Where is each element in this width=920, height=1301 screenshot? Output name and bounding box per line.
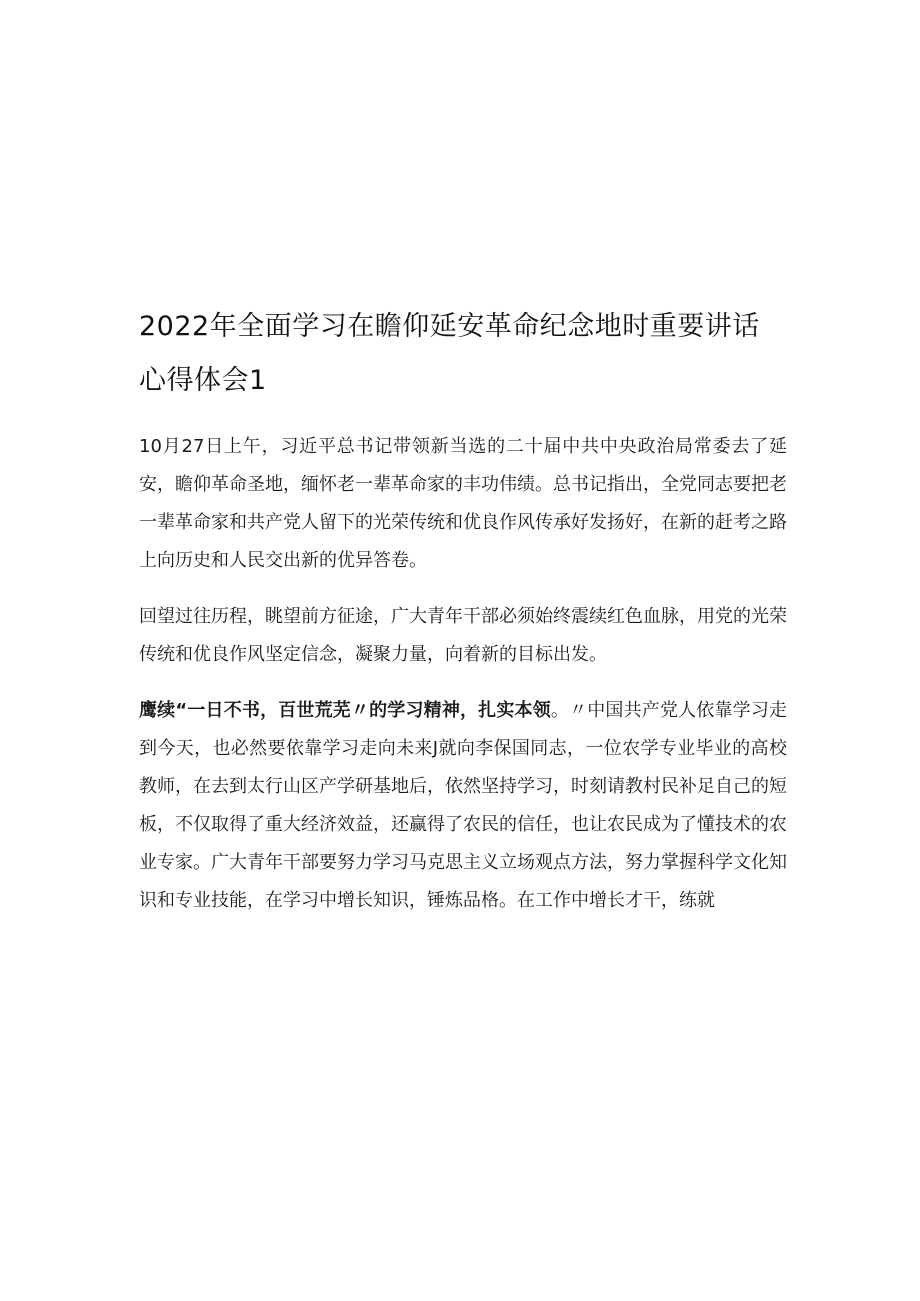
document-title: 2022年全面学习在瞻仰延安革命纪念地时重要讲话心得体会1 (139, 311, 760, 396)
paragraph-3 (139, 692, 787, 920)
document-content (139, 300, 787, 938)
paragraph-2: 回望过往历程，眺望前方征途，广大青年干部必须始终震续红色血脉，用党的光荣传统和优良作风坚定信念，凝聚力量，向着新的目标出发。 (139, 606, 787, 665)
paragraph-3-lead: 鹰续“一日不书，百世荒芜〃的学习精神，扎实本领 (139, 700, 551, 721)
paragraph-3-body: 。〃中国共产党人依靠学习走到今天，也必然要依靠学习走向未来J就向李保国同志，一位农学专业毕业的高校教师，在去到太行山区产学研基地后，依然坚持学习，时刻请教村民补足自己的短板，不仅取得了重大经济效益，还赢得了农民的信任，也让农民成为了懂技术的农业专家。广大青年干部要努力学习马克思主义立场观点方法，努力掌握科学文化知识和专业技能，在学习中增长知识，锤炼品格。在工作中增长才干，练就 (139, 700, 788, 911)
paragraph-1: 10月27日上午，习近平总书记带领新当选的二十届中共中央政治局常委去了延安，瞻仰革命圣地，缅怀老一辈革命家的丰功伟绩。总书记指出，全党同志要把老一辈革命家和共产党人留下的光荣传统和优良作风传承好发扬好，在新的赶考之路上向历史和人民交出新的优异答卷。 (139, 436, 787, 571)
